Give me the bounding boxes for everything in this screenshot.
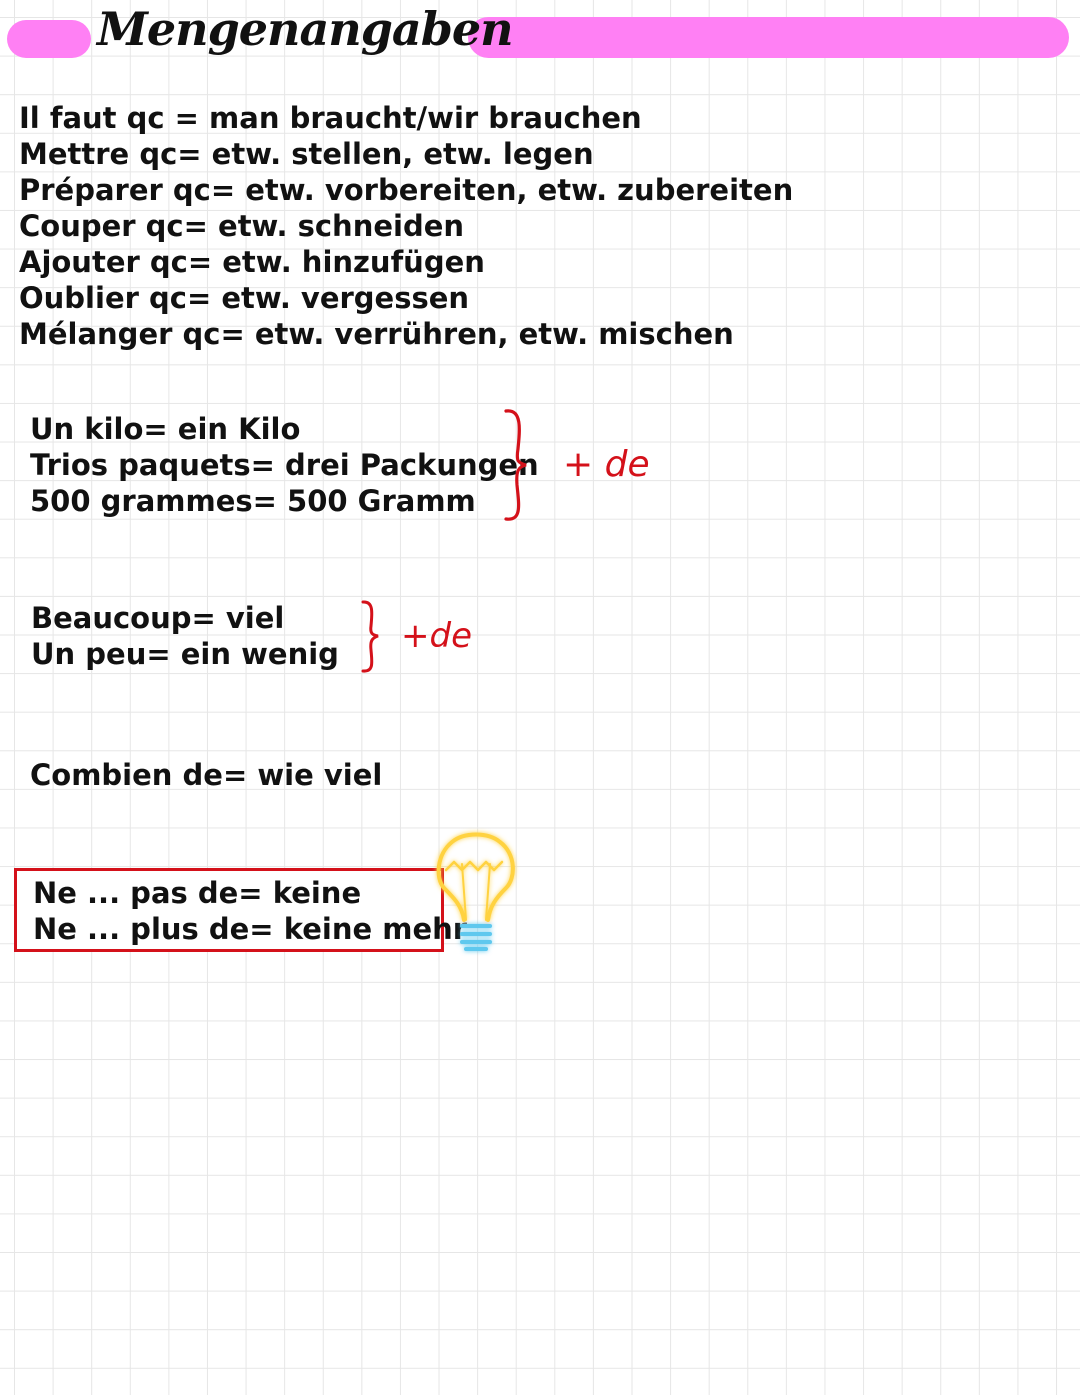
quantity-item: 500 grammes= 500 Gramm bbox=[30, 484, 476, 518]
verb-item: Mettre qc= etw. stellen, etw. legen bbox=[19, 137, 594, 171]
verb-item: Mélanger qc= etw. verrühren, etw. mischen bbox=[19, 317, 734, 351]
quantity-brace-icon bbox=[500, 405, 540, 525]
amount-item: Un peu= ein wenig bbox=[31, 637, 339, 671]
quantity-list bbox=[30, 411, 539, 519]
header-accent-left bbox=[7, 20, 91, 58]
verb-item: Préparer qc= etw. vorbereiten, etw. zubereiten bbox=[19, 173, 794, 207]
negation-item: Ne ... pas de= keine bbox=[33, 876, 362, 910]
header-accent-right bbox=[468, 17, 1069, 58]
verb-item: Ajouter qc= etw. hinzufügen bbox=[19, 245, 485, 279]
verb-item: Il faut qc = man braucht/wir brauchen bbox=[19, 101, 642, 135]
quantity-item: Trios paquets= drei Packungen bbox=[30, 448, 539, 482]
quantity-item: Un kilo= ein Kilo bbox=[30, 412, 301, 446]
negation-box bbox=[14, 868, 468, 952]
page-title: Mengenangaben bbox=[97, 2, 513, 56]
amount-item: Beaucoup= viel bbox=[31, 601, 285, 635]
negation-list bbox=[33, 875, 467, 947]
quantity-note: + de bbox=[563, 444, 650, 485]
lightbulb-icon bbox=[432, 826, 522, 962]
amount-list bbox=[31, 600, 339, 672]
negation-item: Ne ... plus de= keine mehr bbox=[33, 912, 468, 946]
amount-brace-icon bbox=[358, 598, 388, 676]
verb-item: Couper qc= etw. schneiden bbox=[19, 209, 465, 243]
question-line: Combien de= wie viel bbox=[30, 758, 383, 792]
amount-note: +de bbox=[401, 616, 472, 656]
verb-list bbox=[19, 100, 793, 352]
verb-item: Oublier qc= etw. vergessen bbox=[19, 281, 470, 315]
